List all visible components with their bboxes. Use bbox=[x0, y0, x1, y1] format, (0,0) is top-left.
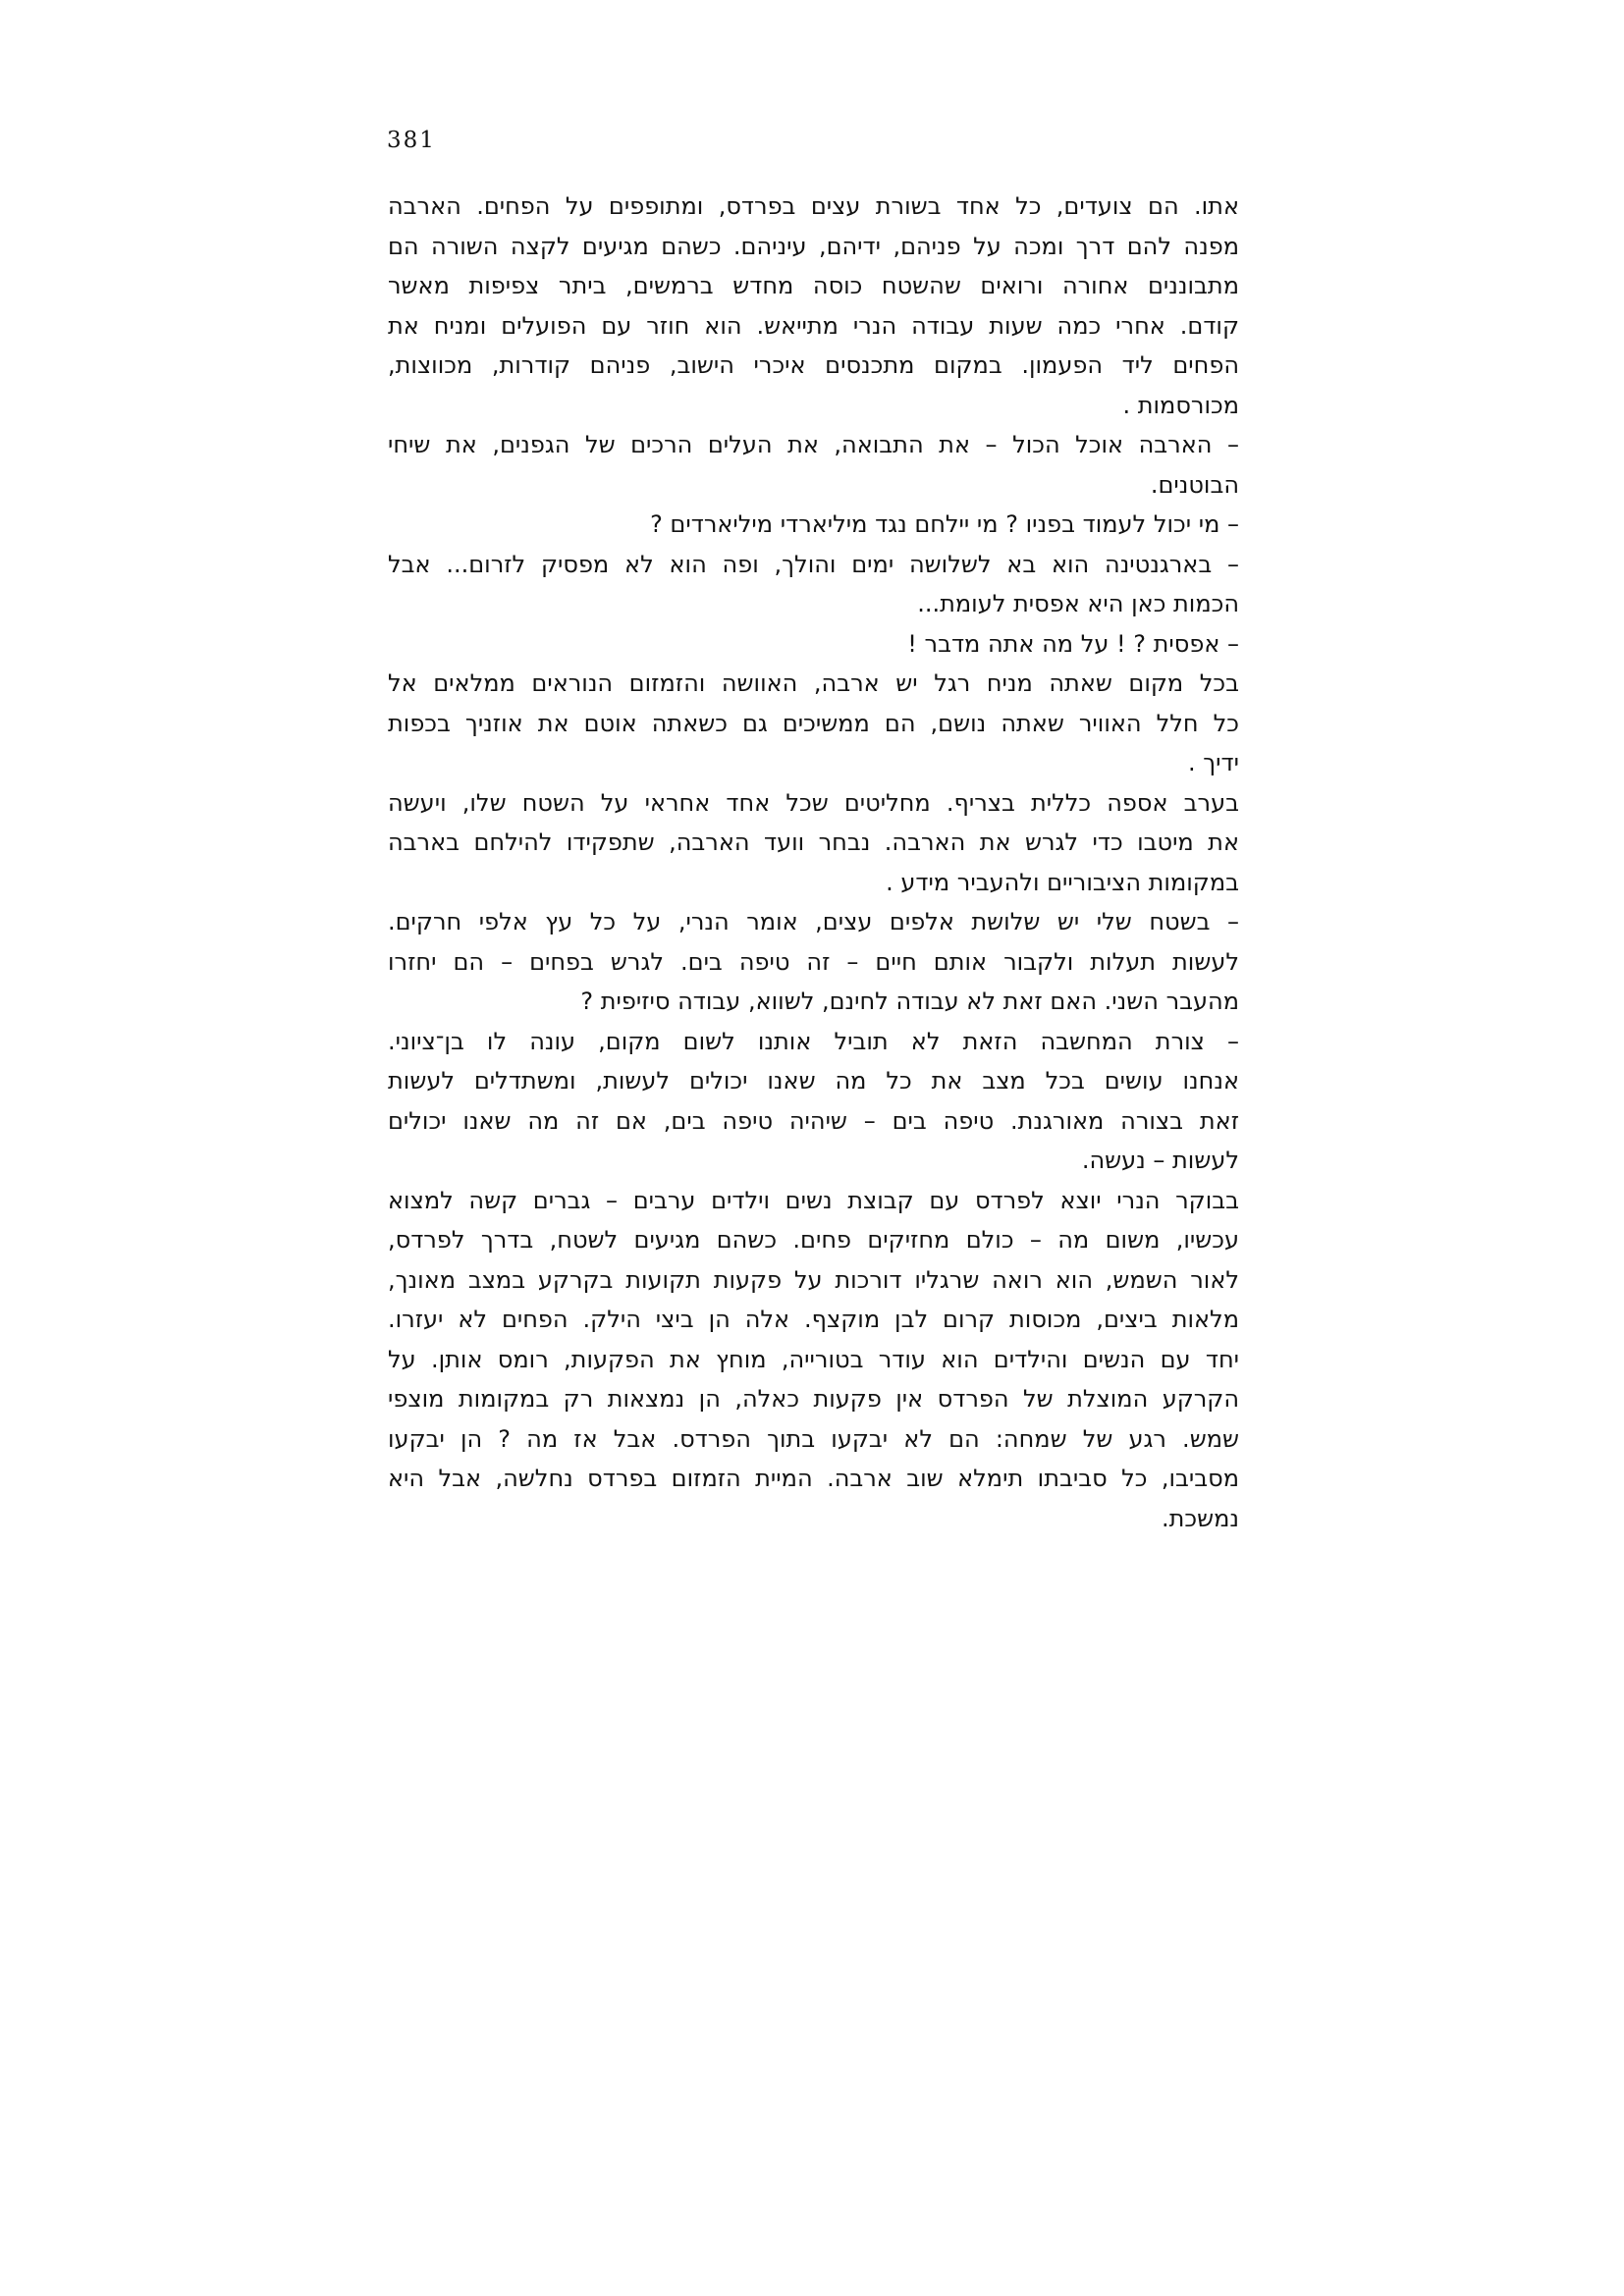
text-block bbox=[388, 187, 1239, 1538]
text-line: הפחים ליד הפעמון. במקום מתכנסים איכרי הישוב, פניהם קודרות, מכווצות, bbox=[388, 351, 1239, 379]
text-line: – אפסית ? ! על מה אתה מדבר ! bbox=[907, 629, 1239, 658]
text-line: בכל מקום שאתה מניח רגל יש ארבה, האוושה והזמזום הנוראים ממלאים אל bbox=[388, 669, 1239, 697]
text-line: מסביבו, כל סביבתו תימלא שוב ארבה. המיית הזמזום בפרדס נחלשה, אבל היא bbox=[388, 1465, 1239, 1492]
text-line: בערב אספה כללית בצריף. מחליטים שכל אחד אחראי על השטח שלו, ויעשה bbox=[388, 788, 1239, 817]
page-number: 381 bbox=[387, 128, 436, 153]
text-line: – בארגנטינה הוא בא לשלושה ימים והולך, ופה הוא לא מפסיק לזרום... אבל bbox=[388, 550, 1239, 578]
text-line: הבוטנים. bbox=[1150, 470, 1239, 499]
text-line: ידיך . bbox=[1188, 749, 1239, 776]
text-line: בבוקר הנרי יוצא לפרדס עם קבוצת נשים וילדים ערבים – גברים קשה למצוא bbox=[388, 1186, 1239, 1214]
text-line: יחד עם הנשים והילדים הוא עודר בטורייה, מוחץ את הפקעות, רומס אותן. על bbox=[388, 1345, 1239, 1373]
text-line: מכורסמות . bbox=[1122, 391, 1239, 419]
text-line: כל חלל האוויר שאתה נושם, הם ממשיכים גם כשאתה אוטם את אוזניך בכפות bbox=[388, 709, 1239, 737]
text-line: – הארבה אוכל הכול – את התבואה, את העלים הרכים של הגפנים, את שיחי bbox=[388, 431, 1239, 458]
text-line: אתו. הם צועדים, כל אחד בשורת עצים בפרדס, ומתופפים על הפחים. הארבה bbox=[388, 192, 1239, 220]
text-line: אנחנו עושים בכל מצב את כל מה שאנו יכולים לעשות, ומשתדלים לעשות bbox=[388, 1067, 1239, 1095]
text-line: נמשכת. bbox=[1161, 1504, 1239, 1532]
text-line: הקרקע המוצלת של הפרדס אין פקעות כאלה, הן נמצאות רק במקומות מוצפי bbox=[388, 1385, 1239, 1413]
text-line: מתבוננים אחורה ורואים שהשטח כוסה מחדש ברמשים, ביתר צפיפות מאשר bbox=[388, 272, 1239, 299]
text-line: את מיטבו כדי לגרש את הארבה. נבחר וועד הארבה, שתפקידו להילחם בארבה bbox=[388, 828, 1239, 856]
text-line: לעשות – נעשה. bbox=[1081, 1147, 1239, 1174]
text-line: מהעבר השני. האם זאת לא עבודה לחינם, לשווא, עבודה סיזיפית ? bbox=[580, 988, 1239, 1015]
text-line: הכמות כאן היא אפסית לעומת... bbox=[917, 590, 1239, 617]
text-line: זאת בצורה מאורגנת. טיפה בים – שיהיה טיפה בים, אם זה מה שאנו יכולים bbox=[388, 1106, 1239, 1135]
text-line: מלאות ביצים, מכוסות קרום לבן מוקצף. אלה הן ביצי הילק. הפחים לא יעזרו. bbox=[388, 1306, 1239, 1333]
text-line: מפנה להם דרך ומכה על פניהם, ידיהם, עיניהם. כשהם מגיעים לקצה השורה הם bbox=[388, 232, 1239, 260]
text-line: לאור השמש, הוא רואה שרגליו דורכות על פקעות תקועות בקרקע במצב מאונך, bbox=[388, 1265, 1239, 1294]
text-line: – מי יכול לעמוד בפניו ? מי יילחם נגד מיליארדי מיליארדים ? bbox=[650, 510, 1239, 538]
text-line: – צורת המחשבה הזאת לא תוביל אותנו לשום מקום, עונה לו בן־ציוני. bbox=[388, 1027, 1239, 1055]
text-line: שמש. רגע של שמחה: הם לא יבקעו בתוך הפרדס. אבל אז מה ? הן יבקעו bbox=[388, 1424, 1239, 1453]
text-line: לעשות תעלות ולקבור אותם חיים – זה טיפה בים. לגרש בפחים – הם יחזרו bbox=[388, 947, 1239, 976]
text-line: קודם. אחרי כמה שעות עבודה הנרי מתייאש. הוא חוזר עם הפועלים ומניח את bbox=[388, 311, 1239, 340]
text-line: – בשטח שלי יש שלושת אלפים עצים, אומר הנרי, על כל עץ אלפי חרקים. bbox=[388, 908, 1239, 935]
text-line: עכשיו, משום מה – כולם מחזיקים פחים. כשהם מגיעים לשטח, בדרך לפרדס, bbox=[388, 1226, 1239, 1254]
text-line: במקומות הציבוריים ולהעביר מידע . bbox=[886, 868, 1239, 896]
